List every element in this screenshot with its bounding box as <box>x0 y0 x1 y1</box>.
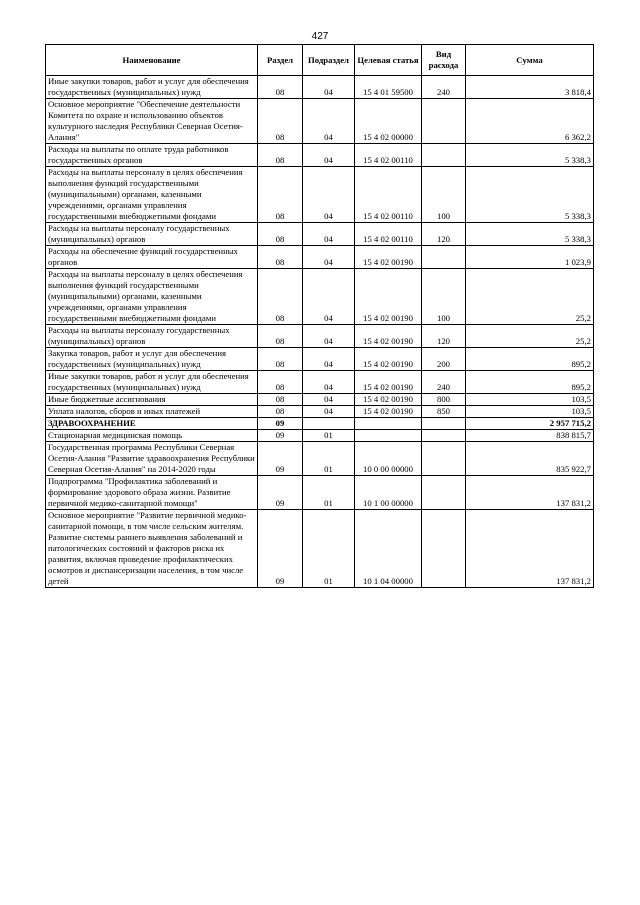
cell-subsection: 04 <box>303 223 355 246</box>
cell-subsection: 04 <box>303 394 355 406</box>
cell-exp-type: 200 <box>422 348 466 371</box>
cell-amount: 5 338,3 <box>466 144 594 167</box>
cell-target: 10 1 04 00000 <box>355 510 422 588</box>
cell-name: ЗДРАВООХРАНЕНИЕ <box>46 418 258 430</box>
cell-name: Основное мероприятие "Развитие первичной медико-санитарной помощи, в том числе сельским жителям. Развитие системы раннего выявления заболеваний и патологических состояний и факторов риска их развития, включая проведение профилактических осмотров и диспансеризации населения, в том числе детей <box>46 510 258 588</box>
cell-section: 08 <box>258 246 303 269</box>
cell-target: 10 1 00 00000 <box>355 476 422 510</box>
cell-subsection <box>303 418 355 430</box>
cell-amount: 838 815,7 <box>466 430 594 442</box>
cell-name: Иные бюджетные ассигнования <box>46 394 258 406</box>
cell-exp-type: 120 <box>422 325 466 348</box>
cell-exp-type <box>422 99 466 144</box>
cell-section: 08 <box>258 99 303 144</box>
cell-subsection: 04 <box>303 348 355 371</box>
table-row <box>46 223 594 246</box>
cell-name: Расходы на обеспечение функций государственных органов <box>46 246 258 269</box>
table-row <box>46 167 594 223</box>
cell-target: 15 4 02 00190 <box>355 348 422 371</box>
table-row <box>46 510 594 588</box>
cell-section: 08 <box>258 325 303 348</box>
table-row <box>46 246 594 269</box>
table-row <box>46 348 594 371</box>
cell-amount: 6 362,2 <box>466 99 594 144</box>
cell-amount: 895,2 <box>466 371 594 394</box>
column-header-section: Раздел <box>258 45 303 76</box>
cell-amount: 2 957 715,2 <box>466 418 594 430</box>
cell-section: 08 <box>258 394 303 406</box>
cell-target: 15 4 02 00190 <box>355 394 422 406</box>
cell-exp-type <box>422 442 466 476</box>
cell-target: 15 4 02 00190 <box>355 371 422 394</box>
cell-name: Закупка товаров, работ и услуг для обеспечения государственных (муниципальных) нужд <box>46 348 258 371</box>
cell-subsection: 01 <box>303 510 355 588</box>
cell-exp-type <box>422 418 466 430</box>
column-header-name: Наименование <box>46 45 258 76</box>
cell-name: Иные закупки товаров, работ и услуг для обеспечения государственных (муниципальных) нужд <box>46 371 258 394</box>
cell-exp-type: 100 <box>422 167 466 223</box>
cell-exp-type: 240 <box>422 371 466 394</box>
cell-target: 15 4 02 00110 <box>355 144 422 167</box>
table-row <box>46 371 594 394</box>
cell-amount: 137 831,2 <box>466 476 594 510</box>
cell-subsection: 04 <box>303 269 355 325</box>
page-number: 427 <box>311 31 329 42</box>
cell-amount: 3 818,4 <box>466 76 594 99</box>
column-header-amount: Сумма <box>466 45 594 76</box>
cell-section: 09 <box>258 430 303 442</box>
table-row <box>46 394 594 406</box>
cell-name: Государственная программа Республики Северная Осетия-Алания "Развитие здравоохранения Республики Северная Осетия-Алания" на 2014-2020 годы <box>46 442 258 476</box>
cell-amount: 5 338,3 <box>466 167 594 223</box>
table-row <box>46 442 594 476</box>
table-row <box>46 406 594 418</box>
cell-subsection: 04 <box>303 99 355 144</box>
cell-name: Основное мероприятие "Обеспечение деятельности Комитета по охране и использованию объектов культурного наследия Республики Северная Осетия-Алания" <box>46 99 258 144</box>
cell-name: Уплата налогов, сборов и иных платежей <box>46 406 258 418</box>
cell-target: 15 4 02 00110 <box>355 223 422 246</box>
cell-section: 08 <box>258 371 303 394</box>
cell-section: 09 <box>258 476 303 510</box>
cell-name: Подпрограмма "Профилактика заболеваний и формирование здорового образа жизни. Развитие первичной медико-санитарной помощи" <box>46 476 258 510</box>
table-header-row <box>46 45 594 76</box>
table-row <box>46 99 594 144</box>
table-row <box>46 144 594 167</box>
cell-target: 15 4 02 00000 <box>355 99 422 144</box>
cell-amount: 1 023,9 <box>466 246 594 269</box>
cell-exp-type: 800 <box>422 394 466 406</box>
cell-section: 08 <box>258 348 303 371</box>
table-row <box>46 76 594 99</box>
cell-subsection: 04 <box>303 76 355 99</box>
cell-name: Стационарная медицинская помощь <box>46 430 258 442</box>
cell-amount: 835 922,7 <box>466 442 594 476</box>
cell-section: 08 <box>258 167 303 223</box>
cell-amount: 103,5 <box>466 394 594 406</box>
cell-amount: 25,2 <box>466 325 594 348</box>
column-header-target: Целевая статья <box>355 45 422 76</box>
cell-exp-type: 120 <box>422 223 466 246</box>
cell-section: 08 <box>258 76 303 99</box>
cell-amount: 103,5 <box>466 406 594 418</box>
cell-section: 08 <box>258 269 303 325</box>
cell-amount: 137 831,2 <box>466 510 594 588</box>
table-row <box>46 418 594 430</box>
budget-table <box>45 44 594 588</box>
cell-subsection: 01 <box>303 442 355 476</box>
cell-subsection: 04 <box>303 325 355 348</box>
cell-target <box>355 430 422 442</box>
cell-exp-type <box>422 144 466 167</box>
cell-exp-type: 240 <box>422 76 466 99</box>
cell-exp-type: 100 <box>422 269 466 325</box>
column-header-subsection: Подраздел <box>303 45 355 76</box>
cell-name: Расходы на выплаты персоналу в целях обеспечения выполнения функций государственными (муниципальными) органами, казенными учреждениями, органами управления государственными внебюджетными фондами <box>46 167 258 223</box>
cell-target <box>355 418 422 430</box>
cell-name: Расходы на выплаты персоналу государственных (муниципальных) органов <box>46 325 258 348</box>
cell-name: Расходы на выплаты персоналу в целях обеспечения выполнения функций государственными (муниципальными) органами, казенными учреждениями, органами управления государственными внебюджетными фондами <box>46 269 258 325</box>
cell-section: 09 <box>258 442 303 476</box>
cell-amount: 895,2 <box>466 348 594 371</box>
table-body <box>46 76 594 588</box>
cell-target: 15 4 02 00110 <box>355 167 422 223</box>
cell-subsection: 04 <box>303 144 355 167</box>
cell-name: Расходы на выплаты по оплате труда работников государственных органов <box>46 144 258 167</box>
cell-target: 15 4 02 00190 <box>355 269 422 325</box>
table-row <box>46 430 594 442</box>
cell-exp-type <box>422 476 466 510</box>
cell-target: 15 4 02 00190 <box>355 325 422 348</box>
cell-subsection: 04 <box>303 371 355 394</box>
table-row <box>46 476 594 510</box>
cell-subsection: 04 <box>303 406 355 418</box>
cell-target: 15 4 02 00190 <box>355 406 422 418</box>
table-row <box>46 325 594 348</box>
cell-amount: 5 338,3 <box>466 223 594 246</box>
column-header-exp-type: Вид расхода <box>422 45 466 76</box>
cell-subsection: 01 <box>303 476 355 510</box>
cell-target: 10 0 00 00000 <box>355 442 422 476</box>
cell-exp-type: 850 <box>422 406 466 418</box>
cell-section: 09 <box>258 510 303 588</box>
cell-section: 09 <box>258 418 303 430</box>
cell-section: 08 <box>258 144 303 167</box>
cell-target: 15 4 01 59500 <box>355 76 422 99</box>
cell-subsection: 04 <box>303 246 355 269</box>
table-row <box>46 269 594 325</box>
cell-subsection: 04 <box>303 167 355 223</box>
cell-target: 15 4 02 00190 <box>355 246 422 269</box>
cell-exp-type <box>422 430 466 442</box>
cell-name: Расходы на выплаты персоналу государственных (муниципальных) органов <box>46 223 258 246</box>
cell-name: Иные закупки товаров, работ и услуг для обеспечения государственных (муниципальных) нужд <box>46 76 258 99</box>
cell-section: 08 <box>258 406 303 418</box>
cell-amount: 25,2 <box>466 269 594 325</box>
cell-section: 08 <box>258 223 303 246</box>
cell-exp-type <box>422 510 466 588</box>
cell-subsection: 01 <box>303 430 355 442</box>
cell-exp-type <box>422 246 466 269</box>
